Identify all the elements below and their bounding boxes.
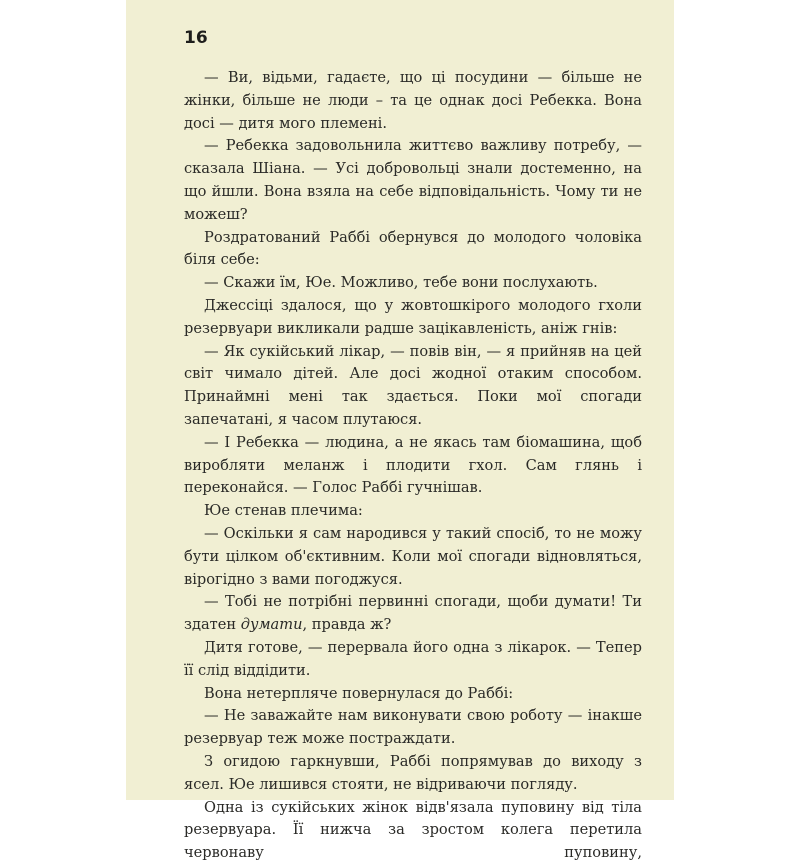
paragraph: — Оскільки я сам народився у такий спосіб, то не можу бути цілком об'єктивним. Коли мої спогади відновляться, вірогідно з вами погоджуся. bbox=[184, 524, 642, 588]
paragraph: — Як сукійський лікар, — повів він, — я прийняв на цей світ чимало дітей. Але досі жодної отаким способом. Принаймні мені так здається. Поки мої спогади запечатані, я часом плутаюся. bbox=[184, 342, 642, 428]
emphasis: думати bbox=[240, 616, 303, 634]
paragraph: Юе стенав плечима: bbox=[204, 502, 363, 520]
paragraph-text: — Тобі не потрібні первинні спогади, щоби думати! Ти здатен bbox=[184, 593, 642, 634]
paragraph: — Не заважайте нам виконувати свою роботу — інакше резервуар теж може постраждати. bbox=[184, 707, 642, 748]
paragraph: Дитя готове, — перервала його одна з лікарок. — Тепер її слід віддідити. bbox=[184, 638, 642, 679]
paragraph bbox=[184, 591, 642, 637]
paragraph: Одна із сукійських жінок відв'язала пуповину від тіла резервуара. Її нижча за зростом колега перетила червонаву пуповину, bbox=[184, 798, 642, 862]
book-page bbox=[126, 0, 674, 862]
paragraph-text: , правда ж? bbox=[302, 616, 392, 634]
paragraph: Вона нетерпляче повернулася до Раббі: bbox=[204, 684, 514, 702]
paragraph: Роздратований Раббі обернувся до молодого чоловіка біля себе: bbox=[184, 228, 642, 269]
paragraph: Джессіці здалося, що у жовтошкірого молодого гхоли резервуари викликали радше зацікавленість, аніж гнів: bbox=[184, 296, 642, 337]
paragraph: З огидою гаркнувши, Раббі попрямував до виходу з ясел. Юе лишився стояти, не відриваючи погляду. bbox=[184, 752, 642, 793]
paragraph: — І Ребекка — людина, а не якась там біомашина, щоб виробляти меланж і плодити гхол. Сам глянь і переконайся. — Голос Раббі гучнішав. bbox=[184, 433, 642, 497]
paragraph: — Ребекка задовольнила життєво важливу потребу, — сказала Шіана. — Усі добровольці знали достеменно, на що йшли. Вона взяла на себе відповідальність. Чому ти не можеш? bbox=[184, 137, 642, 223]
paragraph: — Ви, відьми, гадаєте, що ці посудини — більше не жінки, більше не люди – та це однак досі Ребекка. Вона досі — дитя мого племені. bbox=[184, 69, 642, 132]
body-text bbox=[184, 67, 642, 865]
paragraph: — Скажи їм, Юе. Можливо, тебе вони послухають. bbox=[204, 274, 598, 292]
page-number: 16 bbox=[184, 28, 208, 48]
